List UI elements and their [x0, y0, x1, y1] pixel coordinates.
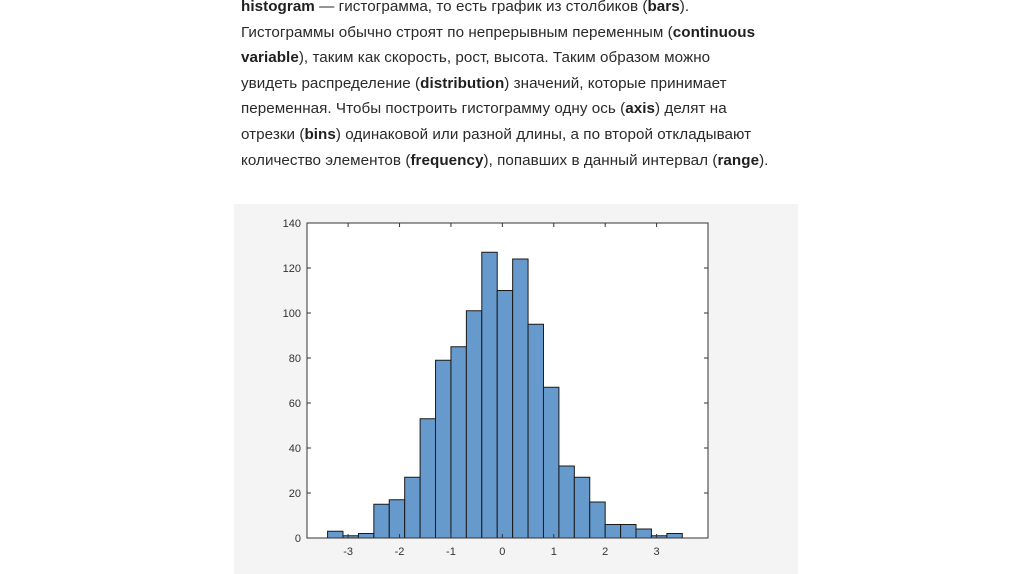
english-term: range	[717, 151, 760, 169]
histogram-chart	[234, 204, 798, 574]
y-tick-label: 80	[288, 353, 301, 365]
text-run: количество элементов (	[241, 151, 411, 169]
text-run: ) делят на	[655, 100, 727, 118]
text-run: ), попавших в данный интервал (	[483, 151, 718, 169]
text-run: Гистограммы обычно строят по непрерывным переменным (	[241, 23, 673, 41]
english-term: continuous	[672, 23, 756, 41]
histogram-bar	[482, 252, 497, 538]
x-tick-label: 3	[653, 546, 660, 558]
text-run: переменная. Чтобы построить гистограмму одну ось (	[241, 100, 626, 118]
paragraph-line	[241, 148, 801, 174]
text-run: ), таким как скорость, рост, высота. Таким образом можно	[298, 49, 711, 67]
y-tick-label: 140	[282, 218, 301, 230]
english-term: frequency	[410, 151, 484, 169]
histogram-bar	[405, 477, 420, 538]
y-tick-label: 60	[288, 398, 301, 410]
histogram-description-paragraph	[241, 0, 801, 173]
paragraph-line	[241, 45, 801, 71]
paragraph-line	[241, 20, 801, 46]
histogram-bar	[436, 360, 451, 538]
histogram-bar	[374, 504, 389, 538]
histogram-bar	[574, 477, 589, 538]
x-tick-label: -2	[394, 546, 405, 558]
y-tick-label: 0	[294, 533, 301, 545]
text-run: увидеть распределение (	[241, 74, 421, 92]
histogram-bar	[543, 387, 558, 538]
text-run: ).	[759, 151, 769, 169]
paragraph-line	[241, 96, 801, 122]
histogram-bar	[590, 502, 605, 538]
y-tick-label: 20	[288, 488, 301, 500]
x-tick-label: 1	[550, 546, 557, 558]
paragraph-line	[241, 122, 801, 148]
text-run: — гистограмма, то есть график из столбиков (	[314, 0, 648, 15]
text-run: ).	[679, 0, 690, 15]
histogram-bar	[528, 324, 543, 538]
histogram-bar	[667, 534, 682, 539]
x-tick-label: 0	[499, 546, 506, 558]
english-term: axis	[625, 100, 656, 118]
histogram-bar	[605, 525, 620, 539]
english-term: variable	[241, 49, 299, 67]
histogram-bar	[621, 525, 636, 539]
paragraph-line	[241, 71, 801, 97]
text-run: отрезки (	[241, 125, 305, 143]
english-term: distribution	[420, 74, 505, 92]
paragraph-line	[241, 0, 801, 20]
text-run: ) значений, которые принимает	[504, 74, 727, 92]
histogram-bar	[466, 311, 481, 538]
histogram-bar	[420, 419, 435, 538]
text-run: ) одинаковой или разной длины, а по второй откладывают	[335, 125, 752, 143]
histogram-bar	[513, 259, 528, 538]
y-tick-label: 100	[282, 308, 301, 320]
histogram-bar	[451, 347, 466, 538]
english-term: histogram	[241, 0, 315, 15]
x-tick-label: -1	[446, 546, 456, 558]
histogram-bar	[389, 500, 404, 538]
histogram-bar	[636, 529, 651, 538]
english-term: bars	[647, 0, 680, 15]
x-tick-label: 2	[602, 546, 609, 558]
histogram-bar	[497, 291, 512, 539]
y-tick-label: 120	[282, 263, 301, 275]
english-term: bins	[304, 125, 336, 143]
x-tick-label: -3	[343, 546, 354, 558]
histogram-bar	[559, 466, 574, 538]
histogram-bar	[328, 531, 343, 538]
histogram-bar	[358, 534, 373, 539]
y-tick-label: 40	[288, 443, 301, 455]
